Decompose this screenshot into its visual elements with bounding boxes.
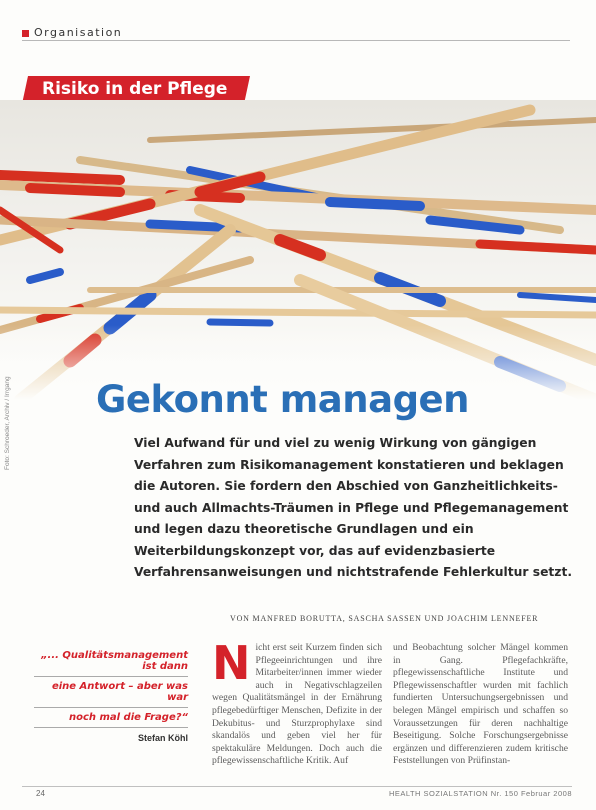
article-lead: Viel Aufwand für und viel zu wenig Wirkung von gängigen Verfahren zum Risikomanagement konstatieren und beklagen die Autoren. Sie fordern den Abschied von Ganzheitlichkeits- und auch Allmachts-Träumen in Pflege und Pflegemanagement und legen dazu theoretische Grundlagen und ein Weiterbildungskonzept vor, das auf evidenzbasierte Verfahrensanweisungen und nichtstrafende Fehlerkultur setzt. bbox=[134, 436, 572, 579]
article-authors: VON MANFRED BORUTTA, SASCHA SASSEN UND JOACHIM LENNEFER bbox=[230, 614, 539, 623]
photo-credit-text: Foto: Schroeder, Archiv / Irrgang bbox=[4, 376, 11, 470]
pull-quote bbox=[34, 646, 188, 743]
pull-quote-line: eine Antwort – aber was war bbox=[34, 677, 188, 708]
body-text: und Beobachtung solcher Mängel kommen in Gang. Pflegefachkräfte, pflegewissenschaftliche Institute und Pflegewissenschaftler wurden mit fachlich fundierten Untersuchungsergebnissen und belegen Mängel empirisch und schaffen so Voraussetzungen für deren nachhaltige Beseitigung. Solche Forschungsergebnisse ergänzen und differenzieren zudem kritische Feststellungen von Prüfinstan- bbox=[393, 642, 568, 767]
section-label: Organisation bbox=[34, 26, 123, 39]
section-header bbox=[22, 28, 570, 41]
page-footer bbox=[22, 786, 572, 799]
pull-quote-line: noch mal die Frage?“ bbox=[34, 708, 188, 728]
body-column-1 bbox=[212, 636, 382, 768]
rubric-label: Risiko in der Pflege bbox=[42, 79, 228, 99]
pull-quote-line: „... Qualitätsmanagement ist dann bbox=[34, 646, 188, 677]
photo-credit bbox=[4, 360, 14, 470]
mikado-sticks-photo bbox=[0, 100, 596, 400]
red-square-bullet-icon bbox=[22, 30, 29, 37]
body-column-2 bbox=[393, 642, 568, 768]
pull-quote-author: Stefan Köhl bbox=[137, 733, 188, 743]
journal-reference: HEALTH SOZIALSTATION Nr. 150 Februar 2008 bbox=[388, 789, 572, 798]
article-title: Gekonnt managen bbox=[96, 378, 469, 421]
body-text: icht erst seit Kurzem finden sich Pflegeeinrichtungen und ihre Mitarbeiter/innen immer wieder auch in Negativschlagzeilen wegen Qualitätsmängel in der Ernährung pflegebedürftiger Menschen, Defizite in der Dekubitus- und Sturzprophylaxe sind skandalös und geben viel her für spektakuläre Meldungen. Doch auch die pflegewissenschaftliche Kritik. Auf bbox=[212, 642, 382, 767]
page-number: 24 bbox=[36, 789, 45, 798]
drop-cap: N bbox=[212, 636, 251, 690]
